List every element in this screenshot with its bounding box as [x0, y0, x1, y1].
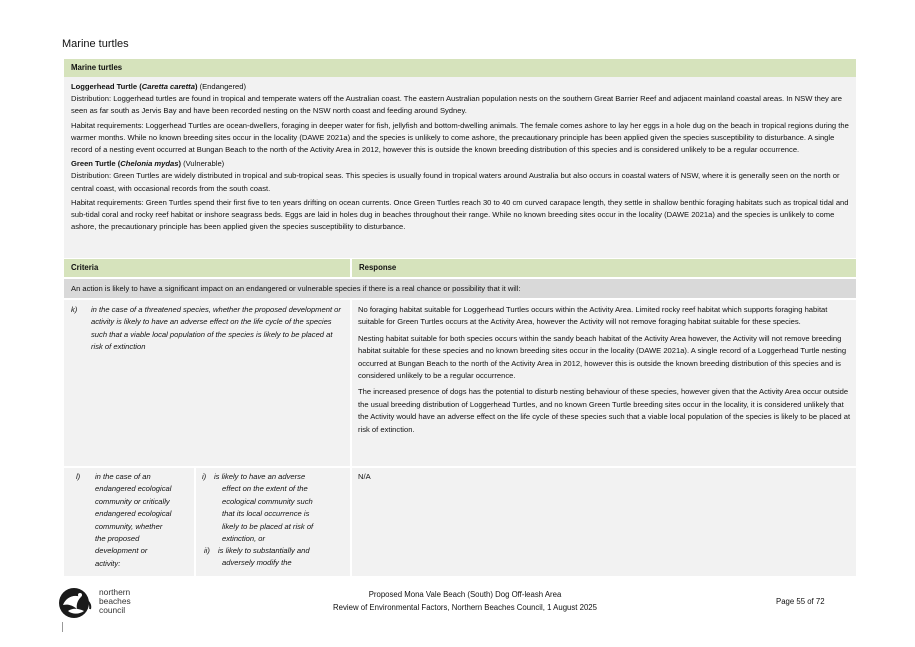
criteria-k-cell	[64, 300, 350, 466]
council-logo-icon	[56, 585, 96, 621]
loggerhead-habitat: Habitat requirements: Loggerhead Turtles are ocean-dwellers, foraging in deeper water for fish, jellyfish and bottom-dwelling animals. The female comes ashore to lay her eggs in a hole dug on the beach in tropical regions during the warmer months. While no known breeding sites occur in the locality (DAWE 2021a) and the species is unlikely to come ashore, the precautionary principle has been applied given the species susceptibility to disturbance. A single record of a nesting event occurred at Bungan Beach to the north of the Activity Area in 2012, however this is outside the known breeding distribution of this species and is considered unlikely to be a regular occurrence.	[71, 120, 849, 155]
table-title: Marine turtles	[64, 59, 856, 77]
loggerhead-distribution: Distribution: Loggerhead turtles are found in tropical and temperate waters off the Australian coast. The eastern Australian population nests on the southern Great Barrier Reef and adjacent mainland coastal areas. In NSW they are seen as far south as Jervis Bay and have been recorded nesting on the NSW north coast and feeding around Sydney.	[71, 94, 842, 116]
criteria-header: Criteria	[64, 259, 350, 277]
response-k-cell	[352, 300, 856, 466]
green-title: Green Turtle (Chelonia mydas) (Vulnerable)	[71, 159, 225, 169]
criteria-l-text: in the case of an endangered ecological community or critically endangered ecological community, whether the proposed development or activity:	[95, 472, 172, 568]
response-k-para-2: Nesting habitat suitable for both species occurs within the sandy beach habitat of the Activity Area however, the Activity will not remove breeding habitat suitable for these species and no known breeding sites occur in the locality (DAWE 2021a). A single record of a Loggerhead Turtle nesting occurred at Bungan Beach to the north of the Activity Area in 2012, however this is outside the known breeding distribution of this species and is considered unlikely to be a regular occurrence.	[358, 333, 847, 381]
sub-i-text: is likely to have an adverse effect on the extent of the ecological community such that its local occurrence is likely to be placed at risk of extinction, or	[214, 472, 314, 544]
page-number: Page 55 of 72	[776, 597, 825, 606]
green-habitat: Habitat requirements: Green Turtles spend their first five to ten years drifting on ocean currents. Once Green Turtles reach 30 to 40 cm curved carapace length, they settle in shallow benthic foraging habitats such as tropical tidal and sub-tidal coral and rocky reef habitat or inshore seagrass beds. Eggs are laid in holes dug in beaches throughout their range. While no known breeding sites occur in the locality (DAWE 2021a) and the species is unlikely to come ashore, the precautionary principle has been applied given the species susceptibility to disturbance.	[71, 197, 849, 232]
response-k-para-1: No foraging habitat suitable for Loggerhead Turtles occurs within the Activity Area. Limited rocky reef habitat which supports foraging habitat suitable for Green Turtles occurs at the Activity Area, however the Activity will not remove foraging habitat suitable for these species.	[358, 305, 828, 327]
criteria-k-text: in the case of a threatened species, whether the proposed development or activity is likely to have an adverse effect on the life cycle of the species such that a viable local population of the species is likely to be placed at risk of extinction	[91, 305, 341, 352]
green-distribution: Distribution: Green Turtles are widely distributed in tropical and sub-tropical seas. This species is usually found in tropical waters around Australia but also occurs in coastal waters of NSW, where it is generally seen on the north or central coast, with occasional records from the south coast.	[71, 171, 840, 193]
sub-ii-marker: ii)	[204, 546, 210, 555]
page-heading: Marine turtles	[62, 38, 129, 50]
criteria-l-letter: l)	[76, 472, 81, 481]
response-header: Response	[352, 259, 856, 277]
criteria-k-letter: k)	[71, 305, 78, 314]
response-k-para-3: The increased presence of dogs has the potential to disturb nesting behaviour of these species, however given that the Activity Area occur outside the usual breeding distribution of Loggerhead Turtles, and no known Green Turtle breeding sites occur in the locality, it is considered unlikely that the Activity would have an adverse effect on the life cycle of these species such that a viable local population of the species is likely to be placed at risk of extinction.	[358, 387, 851, 434]
council-logo-text: northern beaches council	[99, 587, 131, 615]
species-intro	[64, 77, 856, 258]
sub-i-marker: i)	[202, 472, 207, 481]
loggerhead-title: Loggerhead Turtle (Caretta caretta) (Endangered)	[71, 82, 247, 91]
text-cursor	[62, 622, 63, 632]
footer-document-title: Proposed Mona Vale Beach (South) Dog Off-leash Area Review of Environmental Factors, Northern Beaches Council, 1 August 2025	[333, 590, 597, 612]
criteria-l-subitems-cell	[196, 468, 350, 576]
response-l-cell: N/A	[352, 468, 856, 576]
significance-note: An action is likely to have a significant impact on an endangered or vulnerable species if there is a real chance or possibility that it will:	[64, 279, 856, 298]
sub-ii-text: is likely to substantially and adversely modify the	[218, 546, 310, 568]
criteria-l-cell	[64, 468, 194, 576]
